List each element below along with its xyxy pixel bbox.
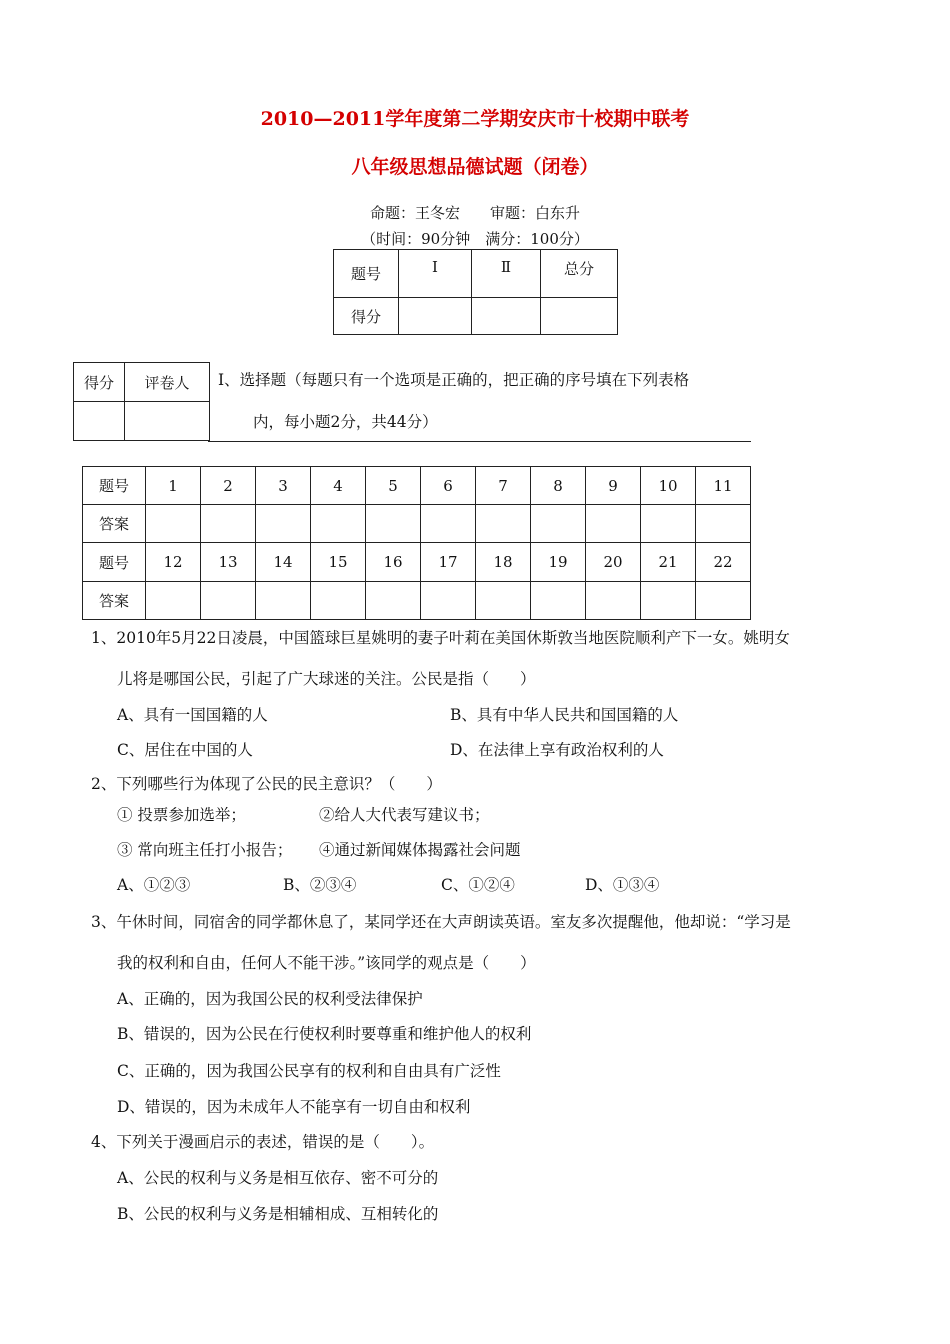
score-table-col-2: Ⅱ [472, 250, 541, 298]
question-number: 13 [201, 543, 256, 582]
grader-score-cell[interactable] [74, 402, 125, 441]
question-number: 10 [641, 467, 696, 505]
question-number: 22 [696, 543, 751, 582]
grader-score-label: 得分 [74, 363, 125, 402]
answer-cell[interactable] [586, 582, 641, 620]
section1-instruction: Ⅰ、选择题（每题只有一个选项是正确的，把正确的序号填在下列表格 [218, 371, 690, 389]
score-cell[interactable] [541, 298, 618, 335]
answer-table-row-label: 题号 [83, 467, 146, 505]
answer-cell[interactable] [476, 505, 531, 543]
grader-box [73, 362, 210, 441]
q3-option-a: A、正确的，因为我国公民的权利受法律保护 [117, 990, 423, 1008]
score-table-row-label: 得分 [334, 298, 399, 335]
score-cell[interactable] [472, 298, 541, 335]
score-table-row-label: 题号 [334, 250, 399, 298]
q3-option-b: B、错误的，因为公民在行使权利时要尊重和维护他人的权利 [117, 1025, 532, 1043]
time-info: （时间：90分钟 满分：100分） [361, 230, 589, 248]
q4-option-b: B、公民的权利与义务是相辅相成、互相转化的 [117, 1205, 439, 1223]
answer-cell[interactable] [421, 505, 476, 543]
question-number: 9 [586, 467, 641, 505]
authors-line: 命题：王冬宏 审题：白东升 [369, 204, 580, 222]
exam-subtitle: 八年级思想品德试题（闭卷） [351, 156, 599, 178]
q2-option-c: C、①②④ [441, 876, 515, 894]
answer-cell[interactable] [256, 505, 311, 543]
question-number: 11 [696, 467, 751, 505]
answer-cell[interactable] [531, 505, 586, 543]
question-number: 3 [256, 467, 311, 505]
q2-stem: 2、下列哪些行为体现了公民的民主意识？（ ） [91, 775, 442, 793]
question-number: 18 [476, 543, 531, 582]
question-number: 19 [531, 543, 586, 582]
answer-cell[interactable] [696, 582, 751, 620]
question-number: 16 [366, 543, 421, 582]
q2-item-1: ① 投票参加选举； [117, 806, 246, 824]
score-table [333, 249, 618, 335]
question-number: 12 [146, 543, 201, 582]
score-cell[interactable] [399, 298, 472, 335]
answer-cell[interactable] [366, 505, 421, 543]
question-number: 17 [421, 543, 476, 582]
question-number: 1 [146, 467, 201, 505]
q1-option-a: A、具有一国国籍的人 [117, 706, 268, 724]
answer-cell[interactable] [641, 582, 696, 620]
q1-stem-cont: 儿将是哪国公民，引起了广大球迷的关注。公民是指（ ） [117, 670, 536, 688]
answer-cell[interactable] [586, 505, 641, 543]
q2-item-2: ②给人大代表写建议书； [319, 806, 490, 824]
q1-option-d: D、在法律上享有政治权利的人 [450, 741, 664, 759]
section1-instruction-cont: 内，每小题2分，共44分） [253, 413, 438, 431]
question-number: 21 [641, 543, 696, 582]
question-number: 15 [311, 543, 366, 582]
answer-cell[interactable] [256, 582, 311, 620]
score-table-col-total: 总分 [541, 250, 618, 298]
q4-stem: 4、下列关于漫画启示的表述，错误的是（ ）。 [91, 1133, 435, 1151]
answer-cell[interactable] [201, 582, 256, 620]
answer-cell[interactable] [311, 582, 366, 620]
q2-item-4: ④通过新闻媒体揭露社会问题 [319, 841, 521, 859]
q2-option-b: B、②③④ [283, 876, 357, 894]
answer-cell[interactable] [421, 582, 476, 620]
exam-title: 2010—2011学年度第二学期安庆市十校期中联考 [260, 108, 690, 130]
question-number: 8 [531, 467, 586, 505]
answer-cell[interactable] [531, 582, 586, 620]
score-table-col-1: Ⅰ [399, 250, 472, 298]
answer-cell[interactable] [146, 582, 201, 620]
answer-table-row-label: 题号 [83, 543, 146, 582]
answer-cell[interactable] [146, 505, 201, 543]
q1-option-c: C、居住在中国的人 [117, 741, 253, 759]
answer-cell[interactable] [201, 505, 256, 543]
question-number: 7 [476, 467, 531, 505]
question-number: 14 [256, 543, 311, 582]
grader-name-label: 评卷人 [125, 363, 210, 402]
q3-option-d: D、错误的，因为未成年人不能享有一切自由和权利 [117, 1098, 471, 1116]
question-number: 5 [366, 467, 421, 505]
q2-option-a: A、①②③ [117, 876, 191, 894]
q4-option-a: A、公民的权利与义务是相互依存、密不可分的 [117, 1169, 439, 1187]
question-number: 2 [201, 467, 256, 505]
answer-table-row-label: 答案 [83, 582, 146, 620]
section-divider [208, 441, 751, 442]
answer-cell[interactable] [696, 505, 751, 543]
answer-cell[interactable] [366, 582, 421, 620]
answer-table-row-label: 答案 [83, 505, 146, 543]
answer-cell[interactable] [476, 582, 531, 620]
answer-table [82, 466, 751, 620]
q1-option-b: B、具有中华人民共和国国籍的人 [450, 706, 679, 724]
q3-option-c: C、正确的，因为我国公民享有的权利和自由具有广泛性 [117, 1062, 501, 1080]
q2-item-3: ③ 常向班主任打小报告； [117, 841, 293, 859]
question-number: 20 [586, 543, 641, 582]
question-number: 6 [421, 467, 476, 505]
answer-cell[interactable] [641, 505, 696, 543]
answer-cell[interactable] [311, 505, 366, 543]
q3-stem-cont: 我的权利和自由，任何人不能干涉。”该同学的观点是（ ） [117, 954, 536, 972]
q3-stem: 3、午休时间，同宿舍的同学都休息了，某同学还在大声朗读英语。室友多次提醒他，他却说：“学习是 [91, 913, 791, 931]
q1-stem: 1、2010年5月22日凌晨，中国篮球巨星姚明的妻子叶莉在美国休斯敦当地医院顺利产下一女。姚明女 [91, 629, 790, 647]
grader-name-cell[interactable] [125, 402, 210, 441]
question-number: 4 [311, 467, 366, 505]
q2-option-d: D、①③④ [585, 876, 660, 894]
